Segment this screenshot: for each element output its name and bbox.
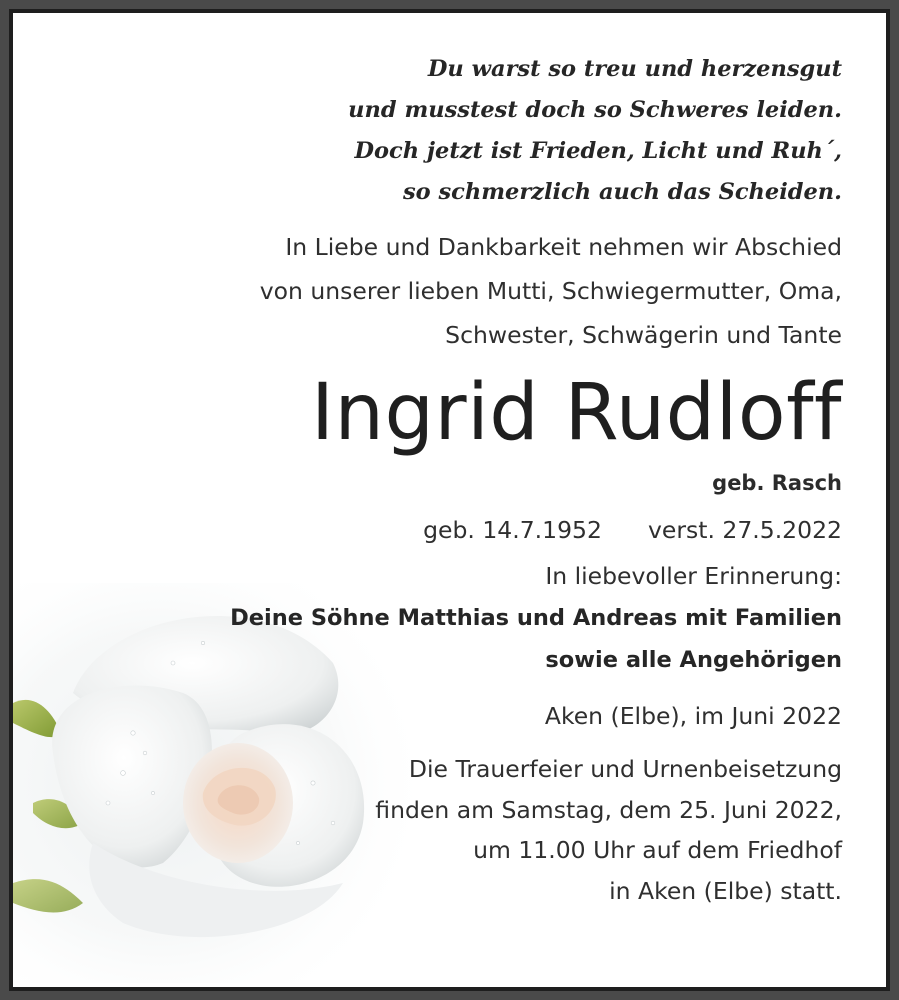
death-date: verst. 27.5.2022 [647,516,842,544]
mourners [82,555,842,681]
life-dates [82,509,842,551]
intro-line: In Liebe und Dankbarkeit nehmen wir Abschied [285,233,842,261]
maiden-name: geb. Rasch [712,471,842,495]
place-date: Aken (Elbe), im Juni 2022 [544,702,842,730]
intro-line: von unserer lieben Mutti, Schwiegermutter, Oma, [259,277,842,305]
family-line: Deine Söhne Matthias und Andreas mit Familien [230,605,842,631]
funeral-service-info [82,749,842,911]
service-line: finden am Samstag, dem 25. Juni 2022, [375,795,842,824]
service-line: Die Trauerfeier und Urnenbeisetzung [408,755,842,783]
birth-date: geb. 14.7.1952 [423,516,602,544]
intro-line: Schwester, Schwägerin und Tante [445,321,842,349]
service-line: um 11.00 Uhr auf dem Friedhof [473,836,842,864]
family-line: sowie alle Angehörigen [545,647,842,673]
poem [82,49,842,213]
poem-line: Du warst so treu und herzensgut [427,56,842,82]
farewell-intro [82,225,842,357]
deceased-name: Ingrid Rudloff [311,368,842,458]
memory-intro: In liebevoller Erinnerung: [545,562,842,590]
service-line: in Aken (Elbe) statt. [609,876,842,905]
poem-line: Doch jetzt ist Frieden, Licht und Ruh´, [354,138,842,164]
poem-line: und musstest doch so Schweres leiden. [348,97,842,123]
obituary-card [9,9,890,991]
obituary-text [82,49,842,911]
poem-line: so schmerzlich auch das Scheiden. [402,179,842,205]
